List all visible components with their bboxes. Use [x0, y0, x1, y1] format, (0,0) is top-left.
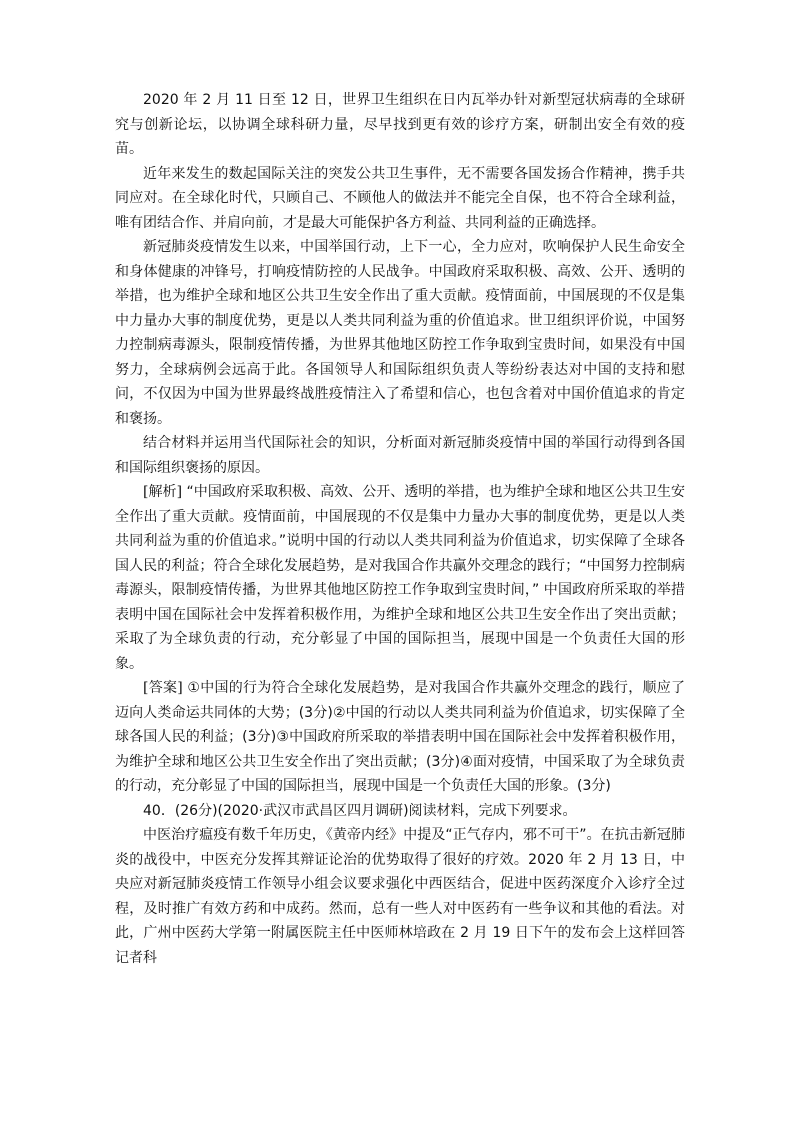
- analysis-text: “中国政府采取积极、高效、公开、透明的举措，也为维护全球和地区公共卫生安全作出了重大贡献。疫情面前，中国展现的不仅是集中力量办大事的制度优势，更是以人类共同利益为重的价值追求。”说明中国的行动以人类共同利益为价值追求，切实保障了全球各国人民的利益；符合全球化发展趋势，是对我国合作共赢外交理念的践行；“中国努力控制病毒源头，限制疫情传播，为世界其他地区防控工作争取到宝贵时间，” 中国政府所采取的举措表明中国在国际社会中发挥着积极作用，为维护全球和地区公共卫生安全作出了突出贡献；采取了为全球负责的行动，充分彰显了中国的国际担当，展现中国是一个负责任大国的形象。: [115, 484, 685, 672]
- paragraph-china-action: 新冠肺炎疫情发生以来，中国举国行动，上下一心，全力应对，吹响保护人民生命安全和身体健康的冲锋号，打响疫情防控的人民战争。中国政府采取积极、高效、公开、透明的举措，也为维护全球和地区公共卫生安全作出了重大贡献。疫情面前，中国展现的不仅是集中力量办大事的制度优势，更是以人类共同利益为重的价值追求。世卫组织评价说，中国努力控制病毒源头，限制疫情传播，为世界其他地区防控工作争取到宝贵时间，如果没有中国努力，全球病例会远高于此。各国领导人和国际组织负责人等纷纷表达对中国的支持和慰问，不仅因为中国为世界最终战胜疫情注入了希望和信心，也包含着对中国价值追求的肯定和褒扬。: [115, 239, 685, 427]
- paragraph-who-forum: 2020 年 2 月 11 日至 12 日，世界卫生组织在日内瓦举办针对新型冠状病毒的全球研究与创新论坛，以协调全球科研力量，尽早找到更有效的诊疗方案，研制出安全有效的疫苗。: [115, 92, 685, 157]
- document-page: [115, 88, 685, 970]
- answer-tag: [答案]: [143, 680, 183, 696]
- question-40-heading: 40．(26分)(2020·武汉市武昌区四月调研)阅读材料，完成下列要求。: [143, 802, 577, 819]
- analysis-block: [115, 480, 685, 676]
- analysis-tag: [解析]: [143, 484, 183, 500]
- answer-block: [115, 676, 685, 799]
- question-prompt: 结合材料并运用当代国际社会的知识，分析面对新冠肺炎疫情中国的举国行动得到各国和国际组织褒扬的原因。: [115, 435, 685, 476]
- paragraph-global-cooperation: 近年来发生的数起国际关注的突发公共卫生事件，无不需要各国发扬合作精神，携手共同应对。在全球化时代，只顾自己、不顾他人的做法并不能完全自保，也不符合全球利益，唯有团结合作、并肩向前，才是最大可能保护各方利益、共同利益的正确选择。: [115, 165, 685, 231]
- paragraph-tcm: 中医治疗瘟疫有数千年历史，《黄帝内经》中提及“正气存内，邪不可干”。在抗击新冠肺炎的战役中，中医充分发挥其辩证论治的优势取得了很好的疗效。2020 年 2 月 13 日，中央应对新冠肺炎疫情工作领导小组会议要求强化中西医结合，促进中医药深度介入诊疗全过程，及时推广有效方药和中成药。然而，总有一些人对中医药有一些争议和其他的看法。对此，广州中医药大学第一附属医院主任中医师林培政在 2 月 19 日下午的发布会上这样回答记者科: [115, 827, 685, 966]
- answer-text: ①中国的行为符合全球化发展趋势，是对我国合作共赢外交理念的践行，顺应了迈向人类命运共同体的大势；(3分)②中国的行动以人类共同利益为价值追求，切实保障了全球各国人民的利益；(3分)③中国政府所采取的举措表明中国在国际社会中发挥着积极作用，为维护全球和地区公共卫生安全作出了突出贡献；(3分)④面对疫情，中国采取了为全球负责的行动，充分彰显了中国的国际担当，展现中国是一个负责任大国的形象。(3分): [115, 680, 685, 794]
